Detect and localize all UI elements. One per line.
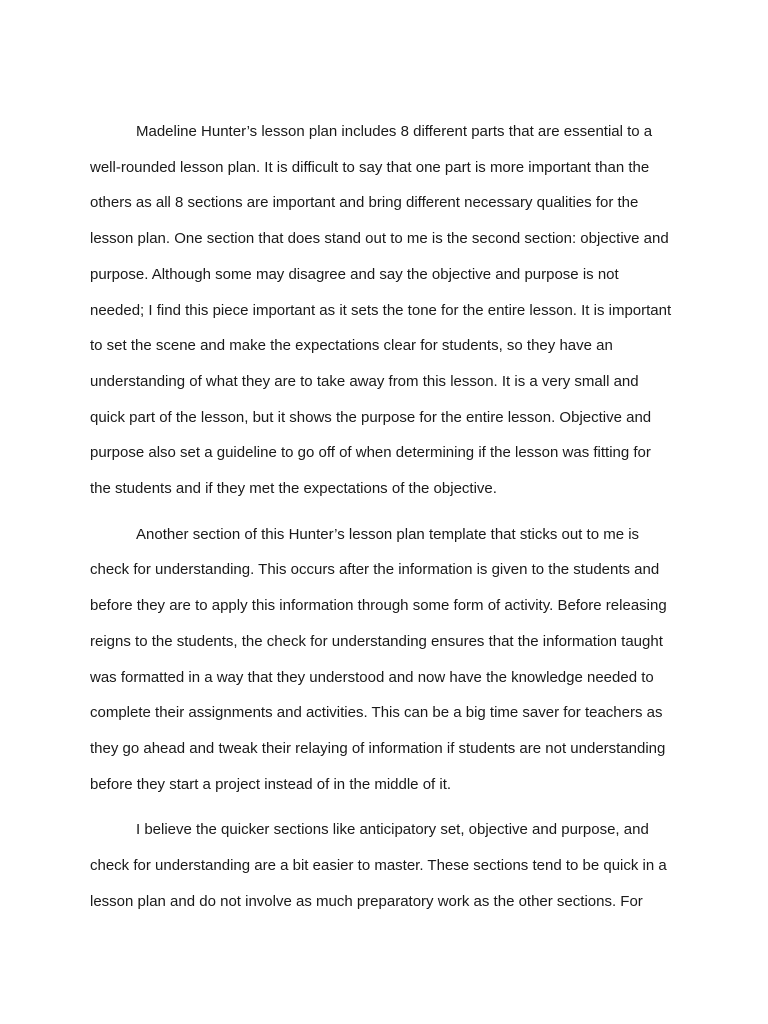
text-line: I believe the quicker sections like anticipatory set, objective and purpose, and <box>136 821 649 839</box>
text-line: Madeline Hunter’s lesson plan includes 8 different parts that are essential to a <box>136 123 653 140</box>
paragraph-3 <box>90 812 685 919</box>
text-line: lesson plan. One section that does stand out to me is the second section: objective and <box>90 230 669 248</box>
paragraph-2 <box>90 517 685 803</box>
text-line: the students and if they met the expectations of the objective. <box>90 480 497 498</box>
text-line: check for understanding are a bit easier to master. These sections tend to be quick in a <box>90 857 667 875</box>
document-body <box>90 114 685 929</box>
text-line: they go ahead and tweak their relaying of information if students are not understanding <box>90 739 666 757</box>
text-line: reigns to the students, the check for understanding ensures that the information taught <box>90 632 663 650</box>
text-line: purpose also set a guideline to go off of when determining if the lesson was fitting for <box>90 444 651 462</box>
text-line: before they start a project instead of in the middle of it. <box>90 775 452 793</box>
paragraph-1 <box>90 114 685 507</box>
text-line: well-rounded lesson plan. It is difficult to say that one part is more important than the <box>90 158 650 176</box>
text-line: to set the scene and make the expectations clear for students, so they have an <box>90 337 613 355</box>
text-line: complete their assignments and activities. This can be a big time saver for teachers as <box>90 704 663 722</box>
text-line: check for understanding. This occurs after the information is given to the students and <box>90 561 660 579</box>
text-line: understanding of what they are to take away from this lesson. It is a very small and <box>90 372 639 390</box>
text-line: needed; I find this piece important as it sets the tone for the entire lesson. It is important <box>90 301 672 319</box>
text-line: quick part of the lesson, but it shows the purpose for the entire lesson. Objective and <box>90 408 652 426</box>
text-line: lesson plan and do not involve as much preparatory work as the other sections. For <box>90 892 643 910</box>
text-line: was formatted in a way that they understood and now have the knowledge needed to <box>90 668 654 686</box>
text-line: before they are to apply this information through some form of activity. Before releasing <box>90 597 667 615</box>
text-line: Another section of this Hunter’s lesson plan template that sticks out to me is <box>136 525 640 543</box>
text-line: purpose. Although some may disagree and say the objective and purpose is not <box>90 265 619 283</box>
text-line: others as all 8 sections are important and bring different necessary qualities for the <box>90 194 639 212</box>
